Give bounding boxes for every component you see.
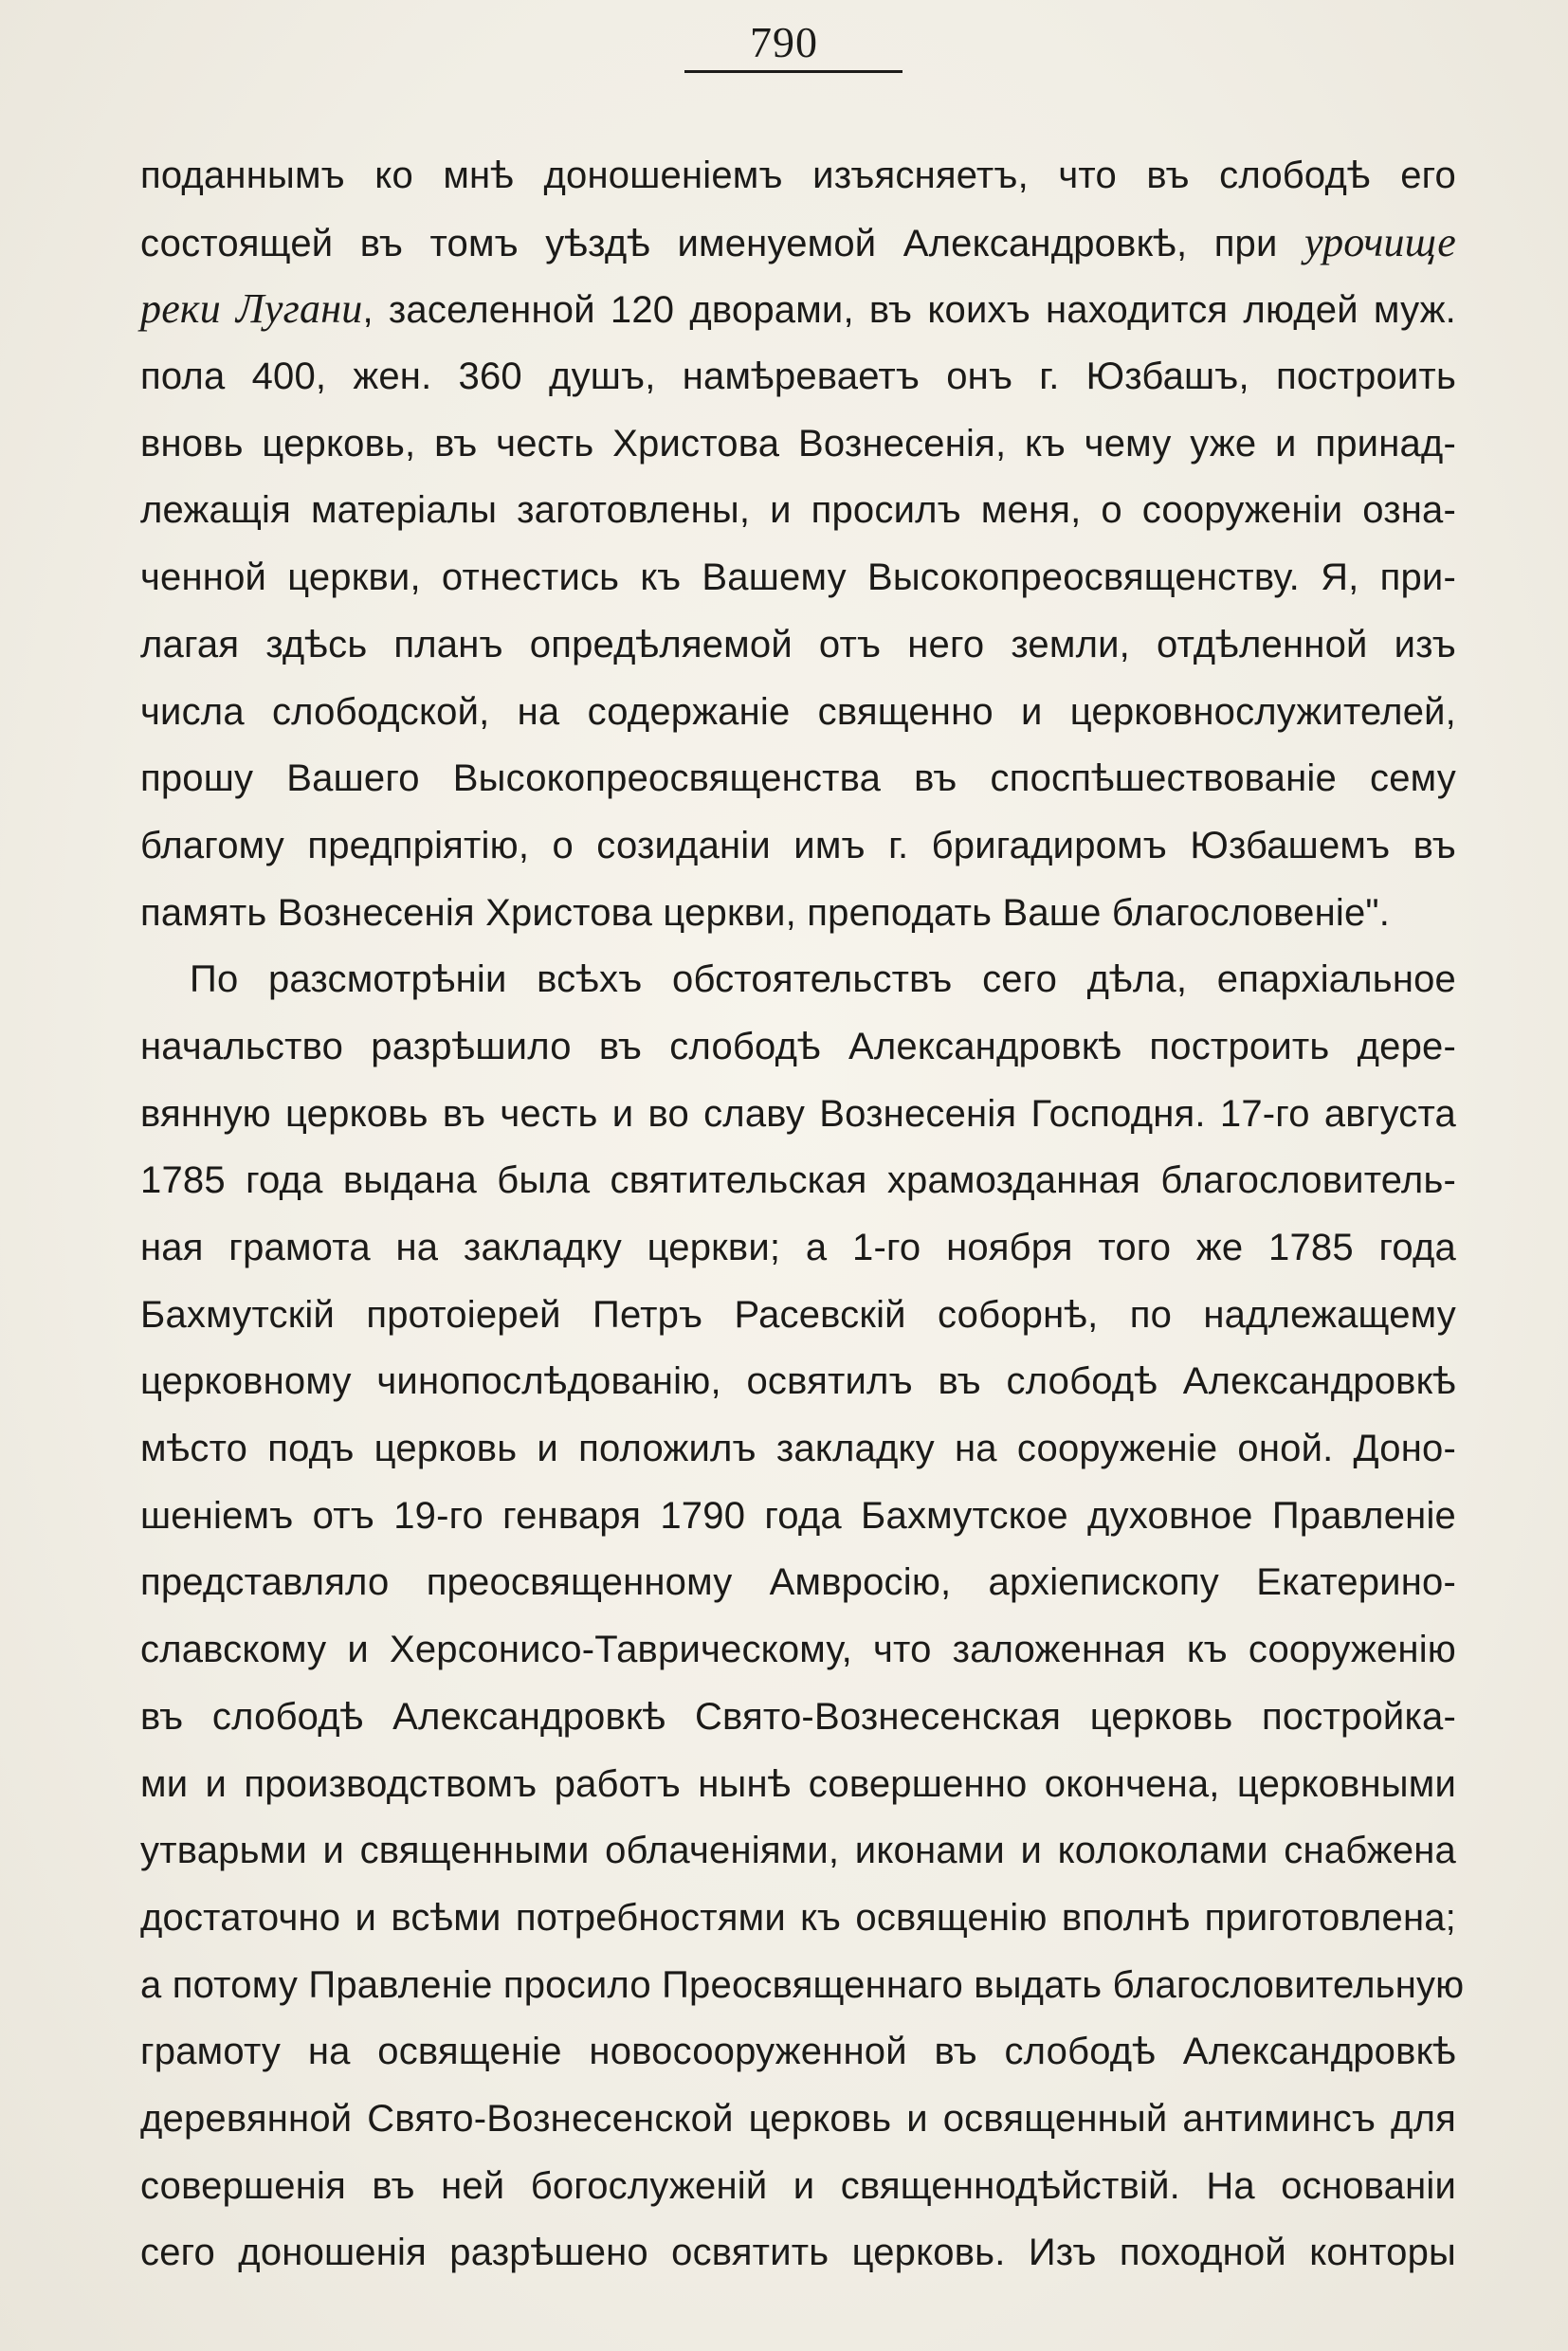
text-line: утварьми и священными облаченіями, иконами и колоколами снабжена — [140, 1830, 1456, 1872]
text-line: мѣсто подъ церковь и положилъ закладку на сооруженіе оной. Доно- — [140, 1428, 1456, 1470]
text-line: славскому и Херсонисо-Таврическому, что заложенная къ сооруженію — [140, 1629, 1456, 1671]
text-line: лежащія матеріалы заготовлены, и просилъ меня, о сооруженіи озна- — [140, 489, 1456, 532]
text-line: ченной церкви, отнестись къ Вашему Высокопреосвященству. Я, при- — [140, 556, 1456, 599]
body-text — [140, 142, 1465, 2287]
text-line: благому предпріятію, о созиданіи имъ г. бригадиромъ Юзбашемъ въ — [140, 824, 1456, 866]
text-line: деревянной Свято-Вознесенской церковь и освященный антиминсъ для — [140, 2097, 1456, 2140]
text-line: представляло преосвященному Амвросію, архіепископу Екатерино- — [140, 1561, 1456, 1604]
text-line: поданнымъ ко мнѣ доношеніемъ изъясняетъ, что въ слободѣ его — [140, 155, 1456, 196]
text-line: реки Лугани, заселенной 120 дворами, въ коихъ находится людей муж. — [140, 285, 1456, 333]
text-line: ми и производствомъ работъ нынѣ совершенно окончена, церковными — [140, 1762, 1456, 1805]
text-line: въ слободѣ Александровкѣ Свято-Вознесенская церковь постройка- — [140, 1695, 1456, 1738]
italic-phrase: урочище — [1304, 218, 1456, 265]
page-number-rule — [684, 70, 903, 73]
text-line: достаточно и всѣми потребностями къ освященію вполнѣ приготовлена; — [140, 1896, 1456, 1939]
italic-phrase: реки Лугани — [140, 285, 363, 333]
text-line: Бахмутскій протоіерей Петръ Расевскій соборнѣ, по надлежащему — [140, 1293, 1456, 1336]
text-line: числа слободской, на содержаніе священно и церковнослужителей, — [140, 690, 1456, 733]
text-line: По разсмотрѣніи всѣхъ обстоятельствъ сего дѣла, епархіальное — [190, 958, 1456, 1001]
text-line: лагая здѣсь планъ опредѣляемой отъ него земли, отдѣленной изъ — [140, 623, 1456, 665]
text-line: память Вознесенія Христова церкви, преподать Ваше благословеніе". — [140, 891, 1391, 934]
text-line: церковному чинопослѣдованію, освятилъ въ слободѣ Александровкѣ — [140, 1360, 1456, 1403]
text-line: а потому Правленіе просило Преосвященнаго выдать благословительную — [140, 1963, 1465, 2006]
text-line: грамоту на освященіе новосооруженной въ слободѣ Александровкѣ — [140, 2031, 1456, 2073]
text-line: совершенія въ ней богослуженій и священнодѣйствій. На основаніи — [140, 2164, 1456, 2207]
text-line: прошу Вашего Высокопреосвященства въ споспѣшествованіе сему — [140, 757, 1456, 800]
text-line: вновь церковь, въ честь Христова Вознесенія, къ чему уже и принад- — [140, 422, 1456, 465]
text-line: шеніемъ отъ 19-го генваря 1790 года Бахмутское духовное Правленіе — [140, 1494, 1456, 1537]
text-line: сего доношенія разрѣшено освятить церковь. Изъ походной конторы — [140, 2232, 1456, 2274]
text-line: пола 400, жен. 360 душъ, намѣреваетъ онъ г. Юзбашъ, построить — [140, 355, 1456, 398]
text-line: вянную церковь въ честь и во славу Вознесенія Господня. 17-го августа — [140, 1092, 1456, 1135]
text-line: начальство разрѣшило въ слободѣ Александровкѣ построить дере- — [140, 1025, 1456, 1067]
text-line: состоящей въ томъ уѣздѣ именуемой Александровкѣ, при урочище — [140, 218, 1456, 265]
text-line: ная грамота на закладку церкви; а 1-го ноября того же 1785 года — [140, 1227, 1456, 1268]
page-number: 790 — [750, 18, 818, 66]
text-line: 1785 года выдана была святительская храмозданная благословитель- — [140, 1159, 1456, 1202]
